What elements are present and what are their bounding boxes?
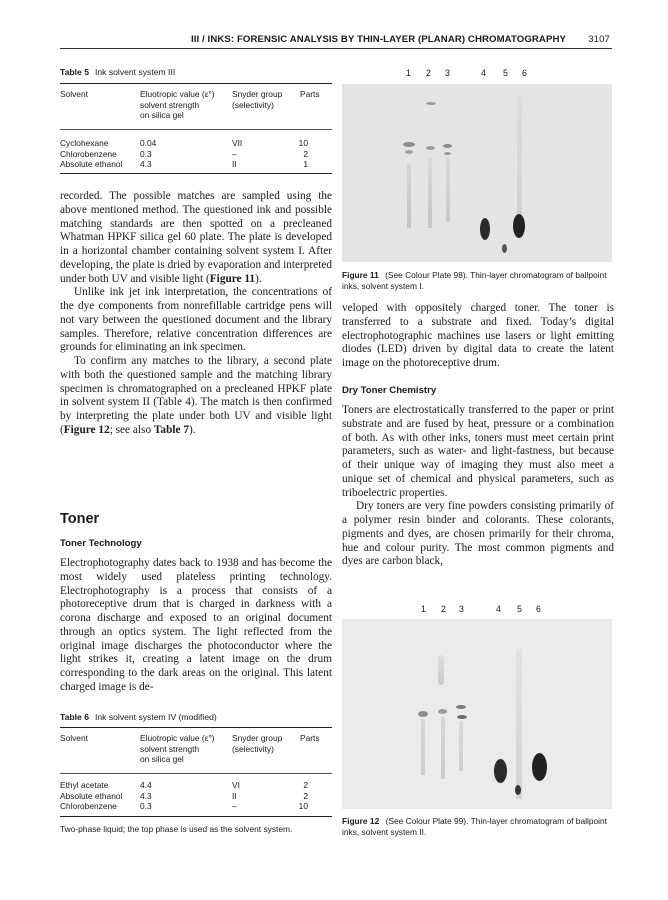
subheading-dry-toner-chemistry: Dry Toner Chemistry (342, 385, 437, 396)
table-6-bottom-rule (60, 816, 332, 817)
table-row-solvent: Cyclohexane (60, 138, 109, 148)
paragraph-text: To confirm any matches to the library, a second plate with both the questioned sample and the matching library specimen is chromatographed on a precleaned HPKF plate in solvent system II (Table 4). The match is then confirmed by interpreting the plate under both UV and visible light ( (60, 355, 332, 436)
right-column-text (342, 302, 614, 371)
table-5-caption (60, 67, 175, 77)
figure-12-caption (342, 816, 614, 837)
table-row-group: VI (232, 780, 240, 790)
spot (513, 214, 525, 238)
paragraph-text: recorded. The possible matches are sampled using the above mentioned method. The questioned ink and possible matching standards are then spotted on a precleaned Whatman HPKF silica gel 60 plate. The plate is developed in a horizontal chamber containing solvent system I. After developing, the plate is dried by evaporation and interpreted under both UV and visible light ( (60, 190, 332, 285)
col-header-snyder: Snyder group (232, 733, 283, 743)
paragraph-text-end: ). (255, 272, 262, 285)
figure-11-ref[interactable]: Figure 11 (209, 272, 256, 285)
table-5 (60, 67, 332, 177)
lane-number: 2 (441, 604, 446, 614)
col-header-solvent: Solvent (60, 89, 88, 99)
paragraph: Unlike ink jet ink interpretation, the concentrations of the dye components from nonrefillable cartridge pens will not vary between the questioned document and the library samples. Therefore, relative concentration differences are grounds for eliminating an ink specimen. (60, 286, 332, 354)
page-number: 3107 (588, 34, 610, 45)
table-6-top-rule (60, 727, 332, 728)
paragraph: Dry toners are very fine powders consisting primarily of a polymer resin binder and colorants. These colorants, pigments and dyes, are chosen primarily for their chroma, hue and colour purity. The most common pigments and dyes are carbon black, (342, 500, 614, 568)
table-5-label: Table 5 (60, 67, 89, 77)
figure-11-caption (342, 270, 614, 291)
figure-12-lane-numbers (342, 604, 612, 616)
lane-number: 5 (517, 604, 522, 614)
spot (456, 705, 466, 709)
figure-11-label: Figure 11 (342, 270, 379, 280)
table-5-mid-rule (60, 129, 332, 130)
table-5-head (60, 89, 332, 129)
spot (418, 711, 428, 717)
spot (515, 785, 521, 795)
streak (517, 96, 522, 228)
spot (494, 759, 507, 783)
running-header (60, 34, 612, 48)
table-6-title: Ink solvent system IV (modified) (94, 712, 217, 722)
lane-number: 5 (503, 68, 508, 78)
table-row-value: 4.3 (140, 790, 152, 801)
paragraph: Electrophotography dates back to 1938 and has become the most widely used plateless printing technology. Electrophotography is a process that consists of a photoreceptive drum that is charged in darkness with a corona discharge and exposed to an original document through an optics system. The light reflected from the original image discharges the photoconductor where the light strikes it, creating a latent image on the drum corresponding to the dark areas on the original. This latent charged image is de- (60, 557, 332, 693)
spot (444, 152, 451, 155)
table-6-label: Table 6 (60, 712, 89, 722)
spot (443, 144, 452, 148)
table-row-value: 0.3 (140, 801, 152, 811)
lane-number: 4 (481, 68, 486, 78)
figure-12-ref[interactable]: Figure 12 (63, 423, 110, 436)
col-header-solvent: Solvent (60, 733, 88, 743)
table-row-value: 4.4 (140, 780, 152, 790)
spot (438, 709, 447, 714)
col-header-eluotropic: Eluotropic value (ε°) (140, 89, 215, 99)
table-row-value: 0.04 (140, 138, 157, 148)
spot (480, 218, 490, 240)
table-6-footnote: Two-phase liquid; the top phase is used as the solvent system. (60, 824, 293, 834)
table-row-parts: 2 (303, 790, 308, 801)
col-header-eluotropic: Eluotropic value (ε°) (140, 733, 215, 743)
streak (459, 721, 463, 771)
col-header-eluotropic-2: solvent strength (140, 743, 200, 754)
paragraph-text-end: ). (188, 423, 196, 436)
table-row-solvent: Chlorobenzene (60, 148, 117, 159)
streak (407, 164, 411, 228)
section-heading-toner: Toner (60, 511, 100, 527)
table-5-bottom-rule (60, 173, 332, 174)
table-6-mid-rule (60, 773, 332, 774)
table-5-title: Ink solvent system III (94, 67, 176, 77)
table-row-value: 0.3 (140, 148, 152, 159)
table-row-solvent: Absolute ethanol (60, 790, 123, 801)
lane-number: 1 (406, 68, 411, 78)
col-header-eluotropic-3: on silica gel (140, 110, 184, 120)
lane-number: 2 (426, 68, 431, 78)
figure-11-caption-text: (See Colour Plate 98). Thin-layer chromatogram of ballpoint inks, solvent system I. (342, 270, 607, 291)
right-column-text-2 (342, 404, 614, 569)
header-rule (60, 48, 612, 49)
table-5-top-rule (60, 83, 332, 84)
figure-12-caption-text: (See Colour Plate 99). Thin-layer chromatogram of ballpoint inks, solvent system II. (342, 816, 607, 837)
spot (403, 142, 415, 147)
table-5-body (60, 138, 332, 172)
table-6-body (60, 780, 332, 814)
lane-number: 1 (421, 604, 426, 614)
table-6 (60, 712, 332, 842)
table-6-caption (60, 712, 217, 722)
col-header-parts: Parts (300, 733, 320, 743)
col-header-snyder-2: (selectivity) (232, 99, 274, 110)
lane-number: 4 (496, 604, 501, 614)
streak (446, 158, 450, 222)
figure-12-label: Figure 12 (342, 816, 380, 826)
running-title: III / INKS: FORENSIC ANALYSIS BY THIN-LAYER (PLANAR) CHROMATOGRAPHY (190, 34, 566, 45)
streak (421, 719, 425, 775)
paragraph: Toners are electrostatically transferred to the paper or print substrate and are fused by heat, pressure or a combination of both. As with other inks, toners must meet certain print parameters, such as water- and light-fastness, but because of their unique way of imaging they must also meet a unique set of chemical and physical parameters, such as triboelectric properties. (342, 404, 614, 499)
table-row-parts: 10 (298, 138, 308, 148)
col-header-parts: Parts (300, 89, 320, 99)
left-column-text-2 (60, 557, 332, 695)
streak (428, 158, 432, 228)
paragraph: veloped with oppositely charged toner. The toner is transferred to a substrate and fixed. Today’s digital electrophotographic machines use lasers or light emitting diodes (LED) driven by digital data to create the latent image on the photoreceptive drum. (342, 302, 614, 369)
table-row-solvent: Chlorobenzene (60, 801, 117, 811)
spot (457, 715, 467, 719)
col-header-eluotropic-2: solvent strength (140, 99, 200, 110)
table-row-solvent: Ethyl acetate (60, 780, 109, 790)
table-row-group: II (232, 159, 237, 169)
lane-number: 3 (445, 68, 450, 78)
lane-number: 3 (459, 604, 464, 614)
col-header-eluotropic-3: on silica gel (140, 754, 184, 764)
lane-number: 6 (536, 604, 541, 614)
table-row-parts: 2 (303, 148, 308, 159)
table-row-value: 4.3 (140, 159, 152, 169)
subheading-toner-technology: Toner Technology (60, 538, 142, 549)
table-6-head (60, 733, 332, 773)
streak (438, 655, 444, 685)
paragraph (60, 355, 332, 438)
spot (532, 753, 547, 781)
figure-11-chromatogram (342, 84, 612, 262)
spot (426, 146, 435, 150)
streak (441, 717, 445, 779)
table-row-group: VII (232, 138, 243, 148)
figure-11-lane-numbers (342, 68, 612, 80)
lane-number: 6 (522, 68, 527, 78)
left-column-text (60, 190, 332, 438)
table-row-group: – (232, 801, 237, 811)
table-row-group: II (232, 790, 237, 801)
table-row-group: – (232, 148, 237, 159)
streak (516, 649, 522, 799)
figure-12-chromatogram (342, 619, 612, 809)
spot (426, 102, 436, 105)
spot (502, 244, 507, 253)
table-row-parts: 1 (303, 159, 308, 169)
table-row-parts: 10 (298, 801, 308, 811)
paragraph-text-mid: ; see also (109, 423, 154, 436)
table-row-parts: 2 (303, 780, 308, 790)
table-row-solvent: Absolute ethanol (60, 159, 123, 169)
col-header-snyder: Snyder group (232, 89, 283, 99)
table-7-ref[interactable]: Table 7 (153, 423, 189, 436)
paragraph (60, 190, 332, 286)
col-header-snyder-2: (selectivity) (232, 743, 274, 754)
spot (405, 150, 413, 154)
